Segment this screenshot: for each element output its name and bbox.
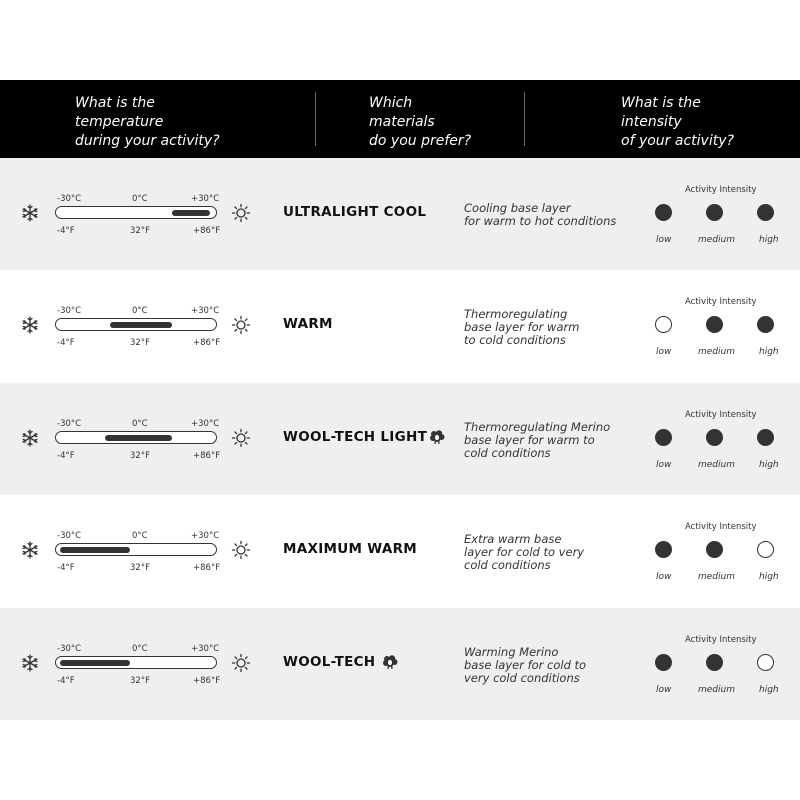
intensity-dot-high: [757, 429, 774, 446]
intensity-dot-high: [757, 316, 774, 333]
sheep-icon: [382, 654, 398, 670]
snowflake-icon: [20, 653, 40, 673]
scale-fahrenheit-max: +86°F: [193, 338, 221, 348]
intensity-label-low: low: [656, 685, 672, 695]
product-description: Thermoregulating Merino base layer for warm to cold conditions: [464, 420, 611, 460]
scale-fahrenheit-max: +86°F: [193, 226, 221, 236]
product-row: [0, 608, 800, 720]
intensity-label-high: high: [759, 460, 779, 470]
snowflake-icon: [20, 540, 40, 560]
intensity-dot-high: [757, 541, 774, 558]
product-row: [0, 270, 800, 382]
intensity-label-high: high: [759, 685, 779, 695]
product-description: Warming Merino base layer for cold to very cold conditions: [464, 645, 587, 685]
temperature-range-fill: [60, 660, 130, 666]
sun-icon: [231, 653, 251, 673]
snowflake-icon: [20, 203, 40, 223]
scale-fahrenheit-mid: 32°F: [130, 226, 150, 236]
activity-intensity-title: Activity Intensity: [685, 522, 757, 532]
scale-celsius-max: +30°C: [191, 306, 220, 316]
scale-celsius-min: -30°C: [57, 194, 82, 204]
header-materials-question: Which materials do you prefer?: [369, 95, 472, 149]
scale-celsius-max: +30°C: [191, 531, 220, 541]
product-name: WOOL-TECH LIGHT: [283, 429, 428, 445]
header-bar: [0, 80, 800, 158]
scale-fahrenheit-min: -4°F: [57, 338, 75, 348]
snowflake-icon: [20, 428, 40, 448]
scale-celsius-min: -30°C: [57, 306, 82, 316]
header-temperature-question: What is the temperature during your activity?: [75, 95, 220, 149]
scale-celsius-min: -30°C: [57, 644, 82, 654]
scale-fahrenheit-min: -4°F: [57, 676, 75, 686]
product-row: [0, 495, 800, 607]
product-description: Extra warm base layer for cold to very cold conditions: [464, 532, 585, 572]
activity-intensity-title: Activity Intensity: [685, 185, 757, 195]
intensity-dot-medium: [706, 204, 723, 221]
intensity-dot-medium: [706, 654, 723, 671]
intensity-dot-low: [655, 204, 672, 221]
scale-fahrenheit-min: -4°F: [57, 226, 75, 236]
temperature-range-bar: [55, 206, 217, 219]
sun-icon: [231, 540, 251, 560]
intensity-label-low: low: [656, 572, 672, 582]
product-row: [0, 383, 800, 495]
intensity-dot-low: [655, 316, 672, 333]
intensity-label-low: low: [656, 460, 672, 470]
scale-celsius-max: +30°C: [191, 194, 220, 204]
product-description: Thermoregulating base layer for warm to cold conditions: [464, 307, 580, 347]
scale-celsius-mid: 0°C: [132, 419, 148, 429]
header-divider: [315, 92, 316, 146]
intensity-label-high: high: [759, 235, 779, 245]
sun-icon: [231, 428, 251, 448]
scale-fahrenheit-mid: 32°F: [130, 451, 150, 461]
scale-celsius-mid: 0°C: [132, 644, 148, 654]
scale-fahrenheit-max: +86°F: [193, 451, 221, 461]
intensity-dot-medium: [706, 541, 723, 558]
scale-fahrenheit-mid: 32°F: [130, 676, 150, 686]
header-divider: [524, 92, 525, 146]
header-intensity-question: What is the intensity of your activity?: [621, 95, 734, 149]
scale-fahrenheit-max: +86°F: [193, 563, 221, 573]
intensity-label-high: high: [759, 572, 779, 582]
scale-celsius-mid: 0°C: [132, 306, 148, 316]
intensity-dot-high: [757, 654, 774, 671]
activity-intensity-title: Activity Intensity: [685, 635, 757, 645]
temperature-range-bar: [55, 318, 217, 331]
intensity-label-medium: medium: [698, 460, 735, 470]
temperature-range-bar: [55, 656, 217, 669]
scale-fahrenheit-min: -4°F: [57, 451, 75, 461]
intensity-dot-medium: [706, 429, 723, 446]
intensity-label-medium: medium: [698, 235, 735, 245]
intensity-label-low: low: [656, 347, 672, 357]
intensity-dot-low: [655, 429, 672, 446]
intensity-dot-high: [757, 204, 774, 221]
scale-celsius-mid: 0°C: [132, 531, 148, 541]
sun-icon: [231, 315, 251, 335]
product-row: [0, 158, 800, 270]
intensity-label-low: low: [656, 235, 672, 245]
scale-fahrenheit-min: -4°F: [57, 563, 75, 573]
scale-celsius-min: -30°C: [57, 419, 82, 429]
scale-fahrenheit-mid: 32°F: [130, 563, 150, 573]
intensity-label-medium: medium: [698, 572, 735, 582]
product-name: WOOL-TECH: [283, 654, 376, 670]
scale-celsius-mid: 0°C: [132, 194, 148, 204]
temperature-range-fill: [105, 435, 173, 441]
intensity-dot-medium: [706, 316, 723, 333]
product-name: MAXIMUM WARM: [283, 541, 418, 557]
intensity-label-medium: medium: [698, 347, 735, 357]
temperature-range-bar: [55, 543, 217, 556]
intensity-label-medium: medium: [698, 685, 735, 695]
scale-celsius-min: -30°C: [57, 531, 82, 541]
sheep-icon: [429, 429, 445, 445]
sun-icon: [231, 203, 251, 223]
temperature-range-bar: [55, 431, 217, 444]
product-description: Cooling base layer for warm to hot conditions: [464, 201, 617, 228]
scale-fahrenheit-mid: 32°F: [130, 338, 150, 348]
snowflake-icon: [20, 315, 40, 335]
intensity-dot-low: [655, 654, 672, 671]
temperature-range-fill: [60, 547, 130, 553]
scale-fahrenheit-max: +86°F: [193, 676, 221, 686]
temperature-range-fill: [110, 322, 173, 328]
activity-intensity-title: Activity Intensity: [685, 297, 757, 307]
intensity-label-high: high: [759, 347, 779, 357]
product-name: ULTRALIGHT COOL: [283, 204, 427, 220]
scale-celsius-max: +30°C: [191, 419, 220, 429]
product-name: WARM: [283, 316, 333, 332]
temperature-range-fill: [172, 210, 210, 216]
intensity-dot-low: [655, 541, 672, 558]
activity-intensity-title: Activity Intensity: [685, 410, 757, 420]
scale-celsius-max: +30°C: [191, 644, 220, 654]
